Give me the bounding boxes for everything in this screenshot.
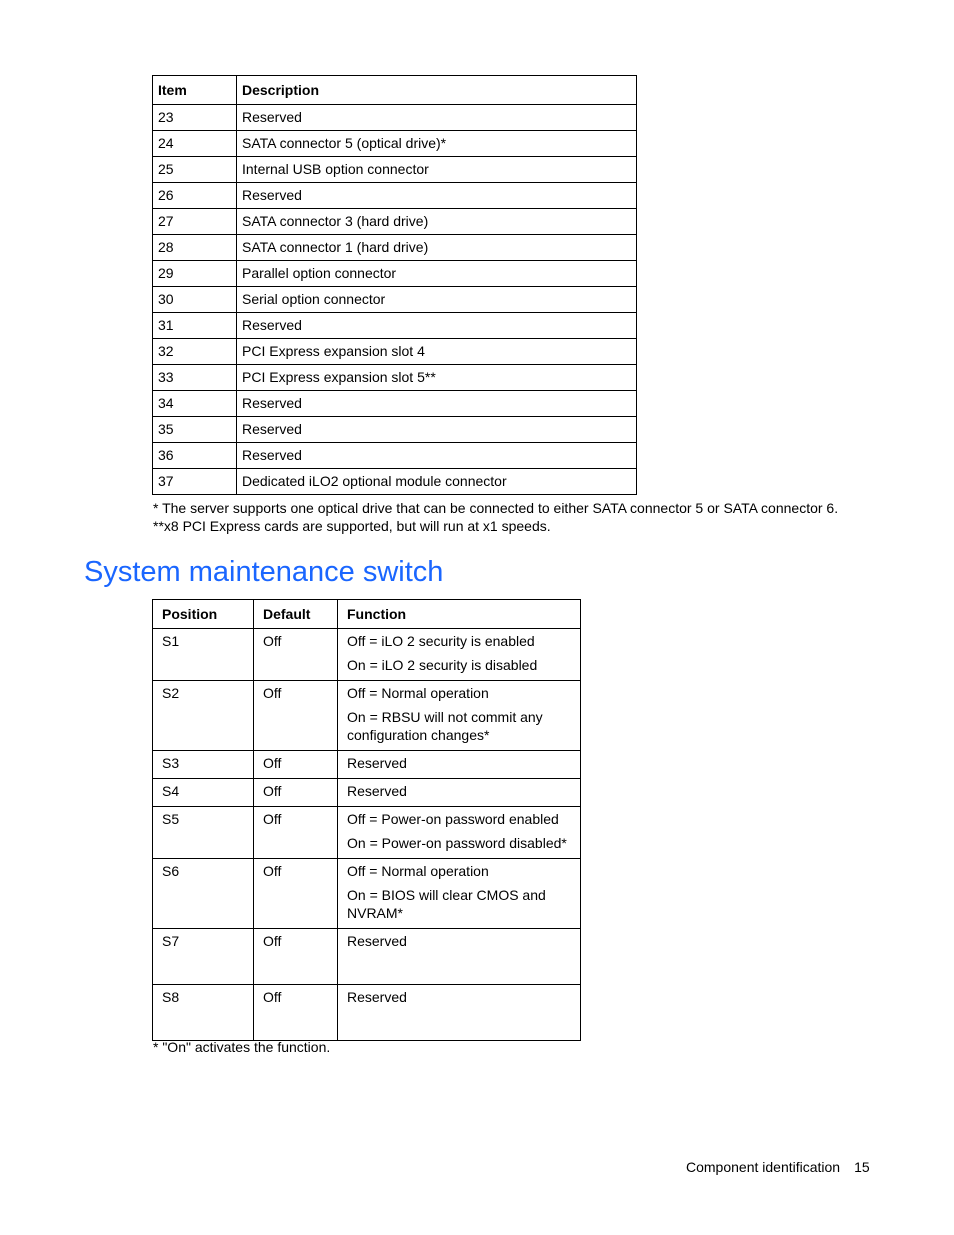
function-line: Reserved	[347, 933, 407, 949]
table-row	[153, 985, 581, 1041]
table-row	[153, 929, 581, 985]
item-description: Reserved	[237, 183, 637, 209]
table-row	[153, 105, 637, 131]
switch-function	[338, 629, 581, 681]
table-row	[153, 313, 637, 339]
table-row	[153, 209, 637, 235]
connectors-table	[152, 75, 637, 495]
function-line: Reserved	[347, 755, 407, 771]
item-number: 28	[153, 235, 237, 261]
item-description: Internal USB option connector	[237, 157, 637, 183]
table-row	[153, 339, 637, 365]
maintenance-switch-table	[152, 599, 581, 1041]
function-line: On = Power-on password disabled*	[347, 835, 567, 851]
item-number: 30	[153, 287, 237, 313]
switch-position: S3	[153, 751, 254, 779]
function-line: Reserved	[347, 783, 407, 799]
item-description: Reserved	[237, 417, 637, 443]
switch-position: S1	[153, 629, 254, 681]
item-description: SATA connector 3 (hard drive)	[237, 209, 637, 235]
table-row	[153, 681, 581, 751]
table-row	[153, 751, 581, 779]
switch-function	[338, 985, 581, 1041]
switch-position: S4	[153, 779, 254, 807]
table-row	[153, 779, 581, 807]
item-number: 34	[153, 391, 237, 417]
table-row	[153, 261, 637, 287]
function-line: Reserved	[347, 989, 407, 1005]
item-number: 23	[153, 105, 237, 131]
table-row	[153, 365, 637, 391]
item-number: 24	[153, 131, 237, 157]
switch-default: Off	[254, 629, 338, 681]
switch-position: S2	[153, 681, 254, 751]
table-row	[153, 157, 637, 183]
page-footer	[686, 1159, 870, 1175]
switch-function	[338, 929, 581, 985]
footnote-on-activates: * "On" activates the function.	[153, 1039, 331, 1055]
item-number: 37	[153, 469, 237, 495]
item-description: Parallel option connector	[237, 261, 637, 287]
switch-position: S7	[153, 929, 254, 985]
switch-function	[338, 751, 581, 779]
item-description: Reserved	[237, 443, 637, 469]
item-number: 31	[153, 313, 237, 339]
switch-default: Off	[254, 859, 338, 929]
switch-default: Off	[254, 929, 338, 985]
function-line: Off = Normal operation	[347, 685, 489, 701]
footnote-optical-drive: * The server supports one optical drive that can be connected to either SATA connector 5 or SATA connector 6.	[153, 500, 839, 516]
item-description: Dedicated iLO2 optional module connector	[237, 469, 637, 495]
function-line: On = RBSU will not commit any configuration changes*	[347, 709, 543, 743]
switch-function	[338, 807, 581, 859]
switch-default: Off	[254, 985, 338, 1041]
item-description: Reserved	[237, 105, 637, 131]
table-row	[153, 235, 637, 261]
section-heading: System maintenance switch	[84, 556, 444, 588]
function-line: Off = Power-on password enabled	[347, 811, 559, 827]
item-description: Reserved	[237, 313, 637, 339]
item-number: 33	[153, 365, 237, 391]
item-number: 25	[153, 157, 237, 183]
switch-position: S8	[153, 985, 254, 1041]
switch-default: Off	[254, 751, 338, 779]
item-number: 35	[153, 417, 237, 443]
item-description: Serial option connector	[237, 287, 637, 313]
table-row	[153, 443, 637, 469]
function-line: Off = iLO 2 security is enabled	[347, 633, 535, 649]
header-item: Item	[153, 76, 237, 105]
switch-default: Off	[254, 807, 338, 859]
table-row	[153, 859, 581, 929]
table-row	[153, 629, 581, 681]
item-description: SATA connector 5 (optical drive)*	[237, 131, 637, 157]
item-description: PCI Express expansion slot 5**	[237, 365, 637, 391]
switch-function	[338, 779, 581, 807]
page-number: 15	[854, 1159, 870, 1175]
switch-function	[338, 859, 581, 929]
item-number: 27	[153, 209, 237, 235]
table-row	[153, 417, 637, 443]
item-description: PCI Express expansion slot 4	[237, 339, 637, 365]
item-description: SATA connector 1 (hard drive)	[237, 235, 637, 261]
function-line: On = iLO 2 security is disabled	[347, 657, 538, 673]
item-description: Reserved	[237, 391, 637, 417]
table-row	[153, 287, 637, 313]
header-function: Function	[338, 600, 581, 629]
item-number: 26	[153, 183, 237, 209]
item-number: 32	[153, 339, 237, 365]
item-number: 29	[153, 261, 237, 287]
table-row	[153, 469, 637, 495]
switch-position: S6	[153, 859, 254, 929]
table-row	[153, 391, 637, 417]
switch-default: Off	[254, 779, 338, 807]
table-row	[153, 131, 637, 157]
header-description: Description	[237, 76, 637, 105]
footnote-pci-express: **x8 PCI Express cards are supported, but will run at x1 speeds.	[153, 518, 551, 534]
header-position: Position	[153, 600, 254, 629]
table-row	[153, 807, 581, 859]
table-row	[153, 183, 637, 209]
switch-position: S5	[153, 807, 254, 859]
switch-function	[338, 681, 581, 751]
function-line: Off = Normal operation	[347, 863, 489, 879]
function-line: On = BIOS will clear CMOS and NVRAM*	[347, 887, 546, 921]
item-number: 36	[153, 443, 237, 469]
footer-section: Component identification	[686, 1159, 841, 1175]
switch-default: Off	[254, 681, 338, 751]
header-default: Default	[254, 600, 338, 629]
